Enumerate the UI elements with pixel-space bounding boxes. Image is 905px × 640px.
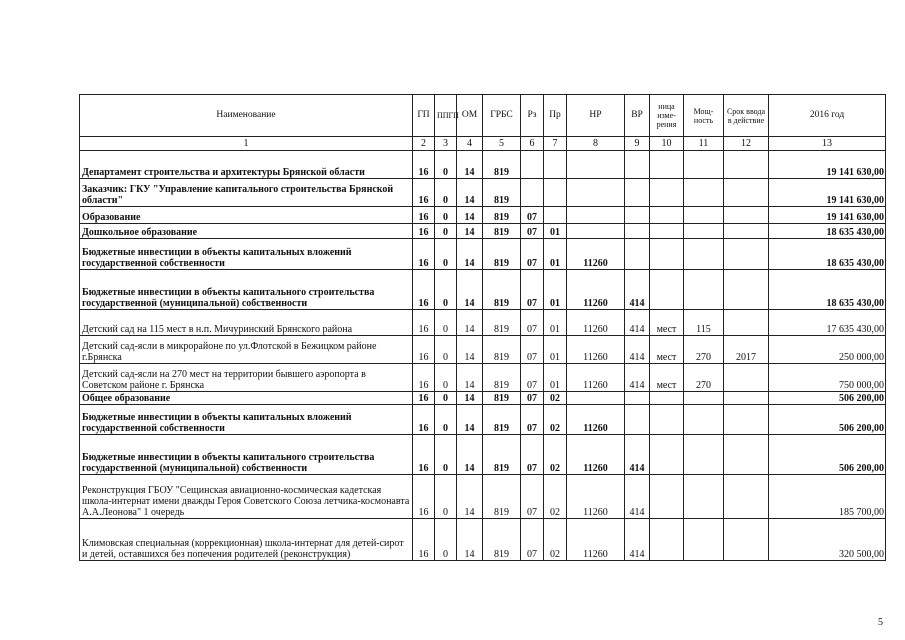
grbs-cell: 819 xyxy=(483,475,521,519)
grbs-cell: 819 xyxy=(483,364,521,392)
capacity-cell xyxy=(684,405,724,435)
om-cell: 14 xyxy=(457,270,483,310)
sum-cell: 320 500,00 xyxy=(769,519,886,561)
ppgp-cell: 0 xyxy=(435,392,457,405)
vr-cell: 414 xyxy=(625,475,650,519)
deadline-cell xyxy=(724,364,769,392)
capacity-cell xyxy=(684,475,724,519)
capacity-cell: 115 xyxy=(684,310,724,336)
capacity-cell: 270 xyxy=(684,364,724,392)
rz-cell: 07 xyxy=(521,207,544,224)
unit-cell xyxy=(650,435,684,475)
header-name: Наименование xyxy=(80,95,413,137)
rz-cell: 07 xyxy=(521,336,544,364)
sum-cell: 19 141 630,00 xyxy=(769,179,886,207)
col-number: 7 xyxy=(544,137,567,151)
pr-cell xyxy=(544,179,567,207)
table-row xyxy=(80,207,886,224)
sum-cell: 506 200,00 xyxy=(769,435,886,475)
header-ppgp: ППГП xyxy=(435,95,457,137)
nr-cell: 11260 xyxy=(567,364,625,392)
table-body xyxy=(80,95,886,561)
grbs-cell: 819 xyxy=(483,270,521,310)
nr-cell xyxy=(567,151,625,179)
grbs-cell: 819 xyxy=(483,405,521,435)
header-vr: ВР xyxy=(625,95,650,137)
pr-cell xyxy=(544,151,567,179)
om-cell: 14 xyxy=(457,179,483,207)
rz-cell xyxy=(521,179,544,207)
table-row xyxy=(80,224,886,239)
deadline-cell xyxy=(724,151,769,179)
deadline-cell xyxy=(724,475,769,519)
grbs-cell: 819 xyxy=(483,336,521,364)
ppgp-cell: 0 xyxy=(435,179,457,207)
capacity-cell xyxy=(684,270,724,310)
ppgp-cell: 0 xyxy=(435,310,457,336)
capacity-cell xyxy=(684,392,724,405)
ppgp-cell: 0 xyxy=(435,405,457,435)
rz-cell: 07 xyxy=(521,392,544,405)
col-number: 2 xyxy=(413,137,435,151)
ppgp-cell: 0 xyxy=(435,151,457,179)
unit-cell xyxy=(650,270,684,310)
name: Заказчик: ГКУ "Управление капитального строительства Брянской области" xyxy=(80,179,413,207)
vr-cell xyxy=(625,405,650,435)
rz-cell: 07 xyxy=(521,475,544,519)
deadline-cell xyxy=(724,179,769,207)
capacity-cell xyxy=(684,207,724,224)
deadline-cell xyxy=(724,310,769,336)
vr-cell xyxy=(625,224,650,239)
page-number: 5 xyxy=(878,617,883,628)
column-number-row xyxy=(80,137,886,151)
deadline-cell xyxy=(724,270,769,310)
capacity-cell: 270 xyxy=(684,336,724,364)
name: Бюджетные инвестиции в объекты капитального строительства государственной (муниципальной) собственности xyxy=(80,435,413,475)
gp-cell: 16 xyxy=(413,270,435,310)
name: Департамент строительства и архитектуры Брянской области xyxy=(80,151,413,179)
sum-cell: 185 700,00 xyxy=(769,475,886,519)
grbs-cell: 819 xyxy=(483,207,521,224)
sum-cell: 250 000,00 xyxy=(769,336,886,364)
nr-cell: 11260 xyxy=(567,405,625,435)
pr-cell: 01 xyxy=(544,364,567,392)
om-cell: 14 xyxy=(457,364,483,392)
rz-cell: 07 xyxy=(521,270,544,310)
table-row xyxy=(80,336,886,364)
nr-cell: 11260 xyxy=(567,239,625,270)
rz-cell xyxy=(521,151,544,179)
name: Общее образование xyxy=(80,392,413,405)
gp-cell: 16 xyxy=(413,207,435,224)
nr-cell: 11260 xyxy=(567,435,625,475)
ppgp-cell: 0 xyxy=(435,435,457,475)
header-rz: Рз xyxy=(521,95,544,137)
capacity-cell xyxy=(684,519,724,561)
rz-cell: 07 xyxy=(521,239,544,270)
col-number: 11 xyxy=(684,137,724,151)
ppgp-cell: 0 xyxy=(435,475,457,519)
name: Детский сад-ясли на 270 мест на территории бывшего аэропорта в Советском районе г. Брянска xyxy=(80,364,413,392)
nr-cell: 11260 xyxy=(567,310,625,336)
deadline-cell xyxy=(724,392,769,405)
gp-cell: 16 xyxy=(413,405,435,435)
header-nr: НР xyxy=(567,95,625,137)
rz-cell: 07 xyxy=(521,224,544,239)
unit-cell: мест xyxy=(650,310,684,336)
grbs-cell: 819 xyxy=(483,151,521,179)
gp-cell: 16 xyxy=(413,475,435,519)
table-row xyxy=(80,519,886,561)
table-row xyxy=(80,239,886,270)
om-cell: 14 xyxy=(457,405,483,435)
capacity-cell xyxy=(684,435,724,475)
table-row xyxy=(80,270,886,310)
name: Бюджетные инвестиции в объекты капитальных вложений государственной собственности xyxy=(80,405,413,435)
sum-cell: 18 635 430,00 xyxy=(769,270,886,310)
nr-cell: 11260 xyxy=(567,270,625,310)
unit-cell xyxy=(650,151,684,179)
col-number: 6 xyxy=(521,137,544,151)
om-cell: 14 xyxy=(457,151,483,179)
sum-cell: 19 141 630,00 xyxy=(769,151,886,179)
pr-cell: 02 xyxy=(544,405,567,435)
vr-cell: 414 xyxy=(625,336,650,364)
deadline-cell: 2017 xyxy=(724,336,769,364)
sum-cell: 506 200,00 xyxy=(769,405,886,435)
col-number: 1 xyxy=(80,137,413,151)
ppgp-cell: 0 xyxy=(435,239,457,270)
grbs-cell: 819 xyxy=(483,310,521,336)
sum-cell: 19 141 630,00 xyxy=(769,207,886,224)
deadline-cell xyxy=(724,207,769,224)
pr-cell: 02 xyxy=(544,435,567,475)
gp-cell: 16 xyxy=(413,364,435,392)
name: Детский сад на 115 мест в н.п. Мичуринский Брянского района xyxy=(80,310,413,336)
col-number: 12 xyxy=(724,137,769,151)
rz-cell: 07 xyxy=(521,364,544,392)
sum-cell: 17 635 430,00 xyxy=(769,310,886,336)
unit-cell xyxy=(650,207,684,224)
col-number: 5 xyxy=(483,137,521,151)
col-number: 9 xyxy=(625,137,650,151)
capacity-cell xyxy=(684,179,724,207)
name: Бюджетные инвестиции в объекты капитального строительства государственной (муниципальной) собственности xyxy=(80,270,413,310)
vr-cell: 414 xyxy=(625,435,650,475)
ppgp-cell: 0 xyxy=(435,270,457,310)
budget-table xyxy=(79,94,886,561)
header-deadline: Срок ввода в действие xyxy=(724,95,769,137)
gp-cell: 16 xyxy=(413,151,435,179)
pr-cell: 01 xyxy=(544,310,567,336)
capacity-cell xyxy=(684,224,724,239)
grbs-cell: 819 xyxy=(483,239,521,270)
rz-cell: 07 xyxy=(521,519,544,561)
col-number: 3 xyxy=(435,137,457,151)
om-cell: 14 xyxy=(457,207,483,224)
capacity-cell xyxy=(684,239,724,270)
vr-cell: 414 xyxy=(625,519,650,561)
grbs-cell: 819 xyxy=(483,392,521,405)
vr-cell xyxy=(625,207,650,224)
col-number: 13 xyxy=(769,137,886,151)
deadline-cell xyxy=(724,519,769,561)
grbs-cell: 819 xyxy=(483,179,521,207)
pr-cell: 02 xyxy=(544,475,567,519)
vr-cell xyxy=(625,392,650,405)
deadline-cell xyxy=(724,435,769,475)
gp-cell: 16 xyxy=(413,519,435,561)
nr-cell xyxy=(567,392,625,405)
gp-cell: 16 xyxy=(413,179,435,207)
om-cell: 14 xyxy=(457,336,483,364)
unit-cell xyxy=(650,519,684,561)
sum-cell: 18 635 430,00 xyxy=(769,239,886,270)
gp-cell: 16 xyxy=(413,224,435,239)
header-capacity: Мощ-ность xyxy=(684,95,724,137)
deadline-cell xyxy=(724,405,769,435)
ppgp-cell: 0 xyxy=(435,336,457,364)
name: Детский сад-ясли в микрорайоне по ул.Флотской в Бежицком районе г.Брянска xyxy=(80,336,413,364)
deadline-cell xyxy=(724,224,769,239)
table-row xyxy=(80,392,886,405)
pr-cell: 01 xyxy=(544,224,567,239)
gp-cell: 16 xyxy=(413,239,435,270)
om-cell: 14 xyxy=(457,224,483,239)
om-cell: 14 xyxy=(457,392,483,405)
unit-cell: мест xyxy=(650,364,684,392)
name: Бюджетные инвестиции в объекты капитальных вложений государственной собственности xyxy=(80,239,413,270)
gp-cell: 16 xyxy=(413,435,435,475)
vr-cell xyxy=(625,151,650,179)
gp-cell: 16 xyxy=(413,336,435,364)
name: Дошкольное образование xyxy=(80,224,413,239)
grbs-cell: 819 xyxy=(483,519,521,561)
nr-cell: 11260 xyxy=(567,475,625,519)
gp-cell: 16 xyxy=(413,310,435,336)
header-pr: Пр xyxy=(544,95,567,137)
unit-cell xyxy=(650,405,684,435)
table-row xyxy=(80,405,886,435)
vr-cell xyxy=(625,239,650,270)
header-om: ОМ xyxy=(457,95,483,137)
sum-cell: 506 200,00 xyxy=(769,392,886,405)
header-row xyxy=(80,95,886,137)
rz-cell: 07 xyxy=(521,310,544,336)
pr-cell: 01 xyxy=(544,239,567,270)
ppgp-cell: 0 xyxy=(435,519,457,561)
deadline-cell xyxy=(724,239,769,270)
nr-cell: 11260 xyxy=(567,336,625,364)
table-row xyxy=(80,151,886,179)
pr-cell: 01 xyxy=(544,336,567,364)
om-cell: 14 xyxy=(457,519,483,561)
col-number: 10 xyxy=(650,137,684,151)
sum-cell: 750 000,00 xyxy=(769,364,886,392)
table-row xyxy=(80,310,886,336)
vr-cell: 414 xyxy=(625,364,650,392)
table-row xyxy=(80,364,886,392)
unit-cell: мест xyxy=(650,336,684,364)
pr-cell: 02 xyxy=(544,392,567,405)
unit-cell xyxy=(650,392,684,405)
nr-cell xyxy=(567,224,625,239)
vr-cell: 414 xyxy=(625,270,650,310)
gp-cell: 16 xyxy=(413,392,435,405)
nr-cell: 11260 xyxy=(567,519,625,561)
name: Реконструкция ГБОУ "Сещинская авиационно-космическая кадетская школа-интернат имени дважды Героя Советского Союза летчика-космонавта А.А.Леонова" 1 очередь xyxy=(80,475,413,519)
name: Образование xyxy=(80,207,413,224)
capacity-cell xyxy=(684,151,724,179)
name: Климовская специальная (коррекционная) школа-интернат для детей-сирот и детей, оставшихся без попечения родителей (реконструкция) xyxy=(80,519,413,561)
rz-cell: 07 xyxy=(521,435,544,475)
pr-cell xyxy=(544,207,567,224)
table-row xyxy=(80,475,886,519)
om-cell: 14 xyxy=(457,435,483,475)
header-gp: ГП xyxy=(413,95,435,137)
nr-cell xyxy=(567,179,625,207)
header-grbs: ГРБС xyxy=(483,95,521,137)
col-number: 8 xyxy=(567,137,625,151)
table-row xyxy=(80,435,886,475)
sum-cell: 18 635 430,00 xyxy=(769,224,886,239)
unit-cell xyxy=(650,179,684,207)
vr-cell xyxy=(625,179,650,207)
grbs-cell: 819 xyxy=(483,224,521,239)
om-cell: 14 xyxy=(457,310,483,336)
ppgp-cell: 0 xyxy=(435,364,457,392)
ppgp-cell: 0 xyxy=(435,224,457,239)
pr-cell: 01 xyxy=(544,270,567,310)
rz-cell: 07 xyxy=(521,405,544,435)
header-year: 2016 год xyxy=(769,95,886,137)
unit-cell xyxy=(650,239,684,270)
vr-cell: 414 xyxy=(625,310,650,336)
nr-cell xyxy=(567,207,625,224)
om-cell: 14 xyxy=(457,475,483,519)
unit-cell xyxy=(650,475,684,519)
pr-cell: 02 xyxy=(544,519,567,561)
table-row xyxy=(80,179,886,207)
header-unit: ница изме-рения xyxy=(650,95,684,137)
unit-cell xyxy=(650,224,684,239)
om-cell: 14 xyxy=(457,239,483,270)
grbs-cell: 819 xyxy=(483,435,521,475)
col-number: 4 xyxy=(457,137,483,151)
ppgp-cell: 0 xyxy=(435,207,457,224)
